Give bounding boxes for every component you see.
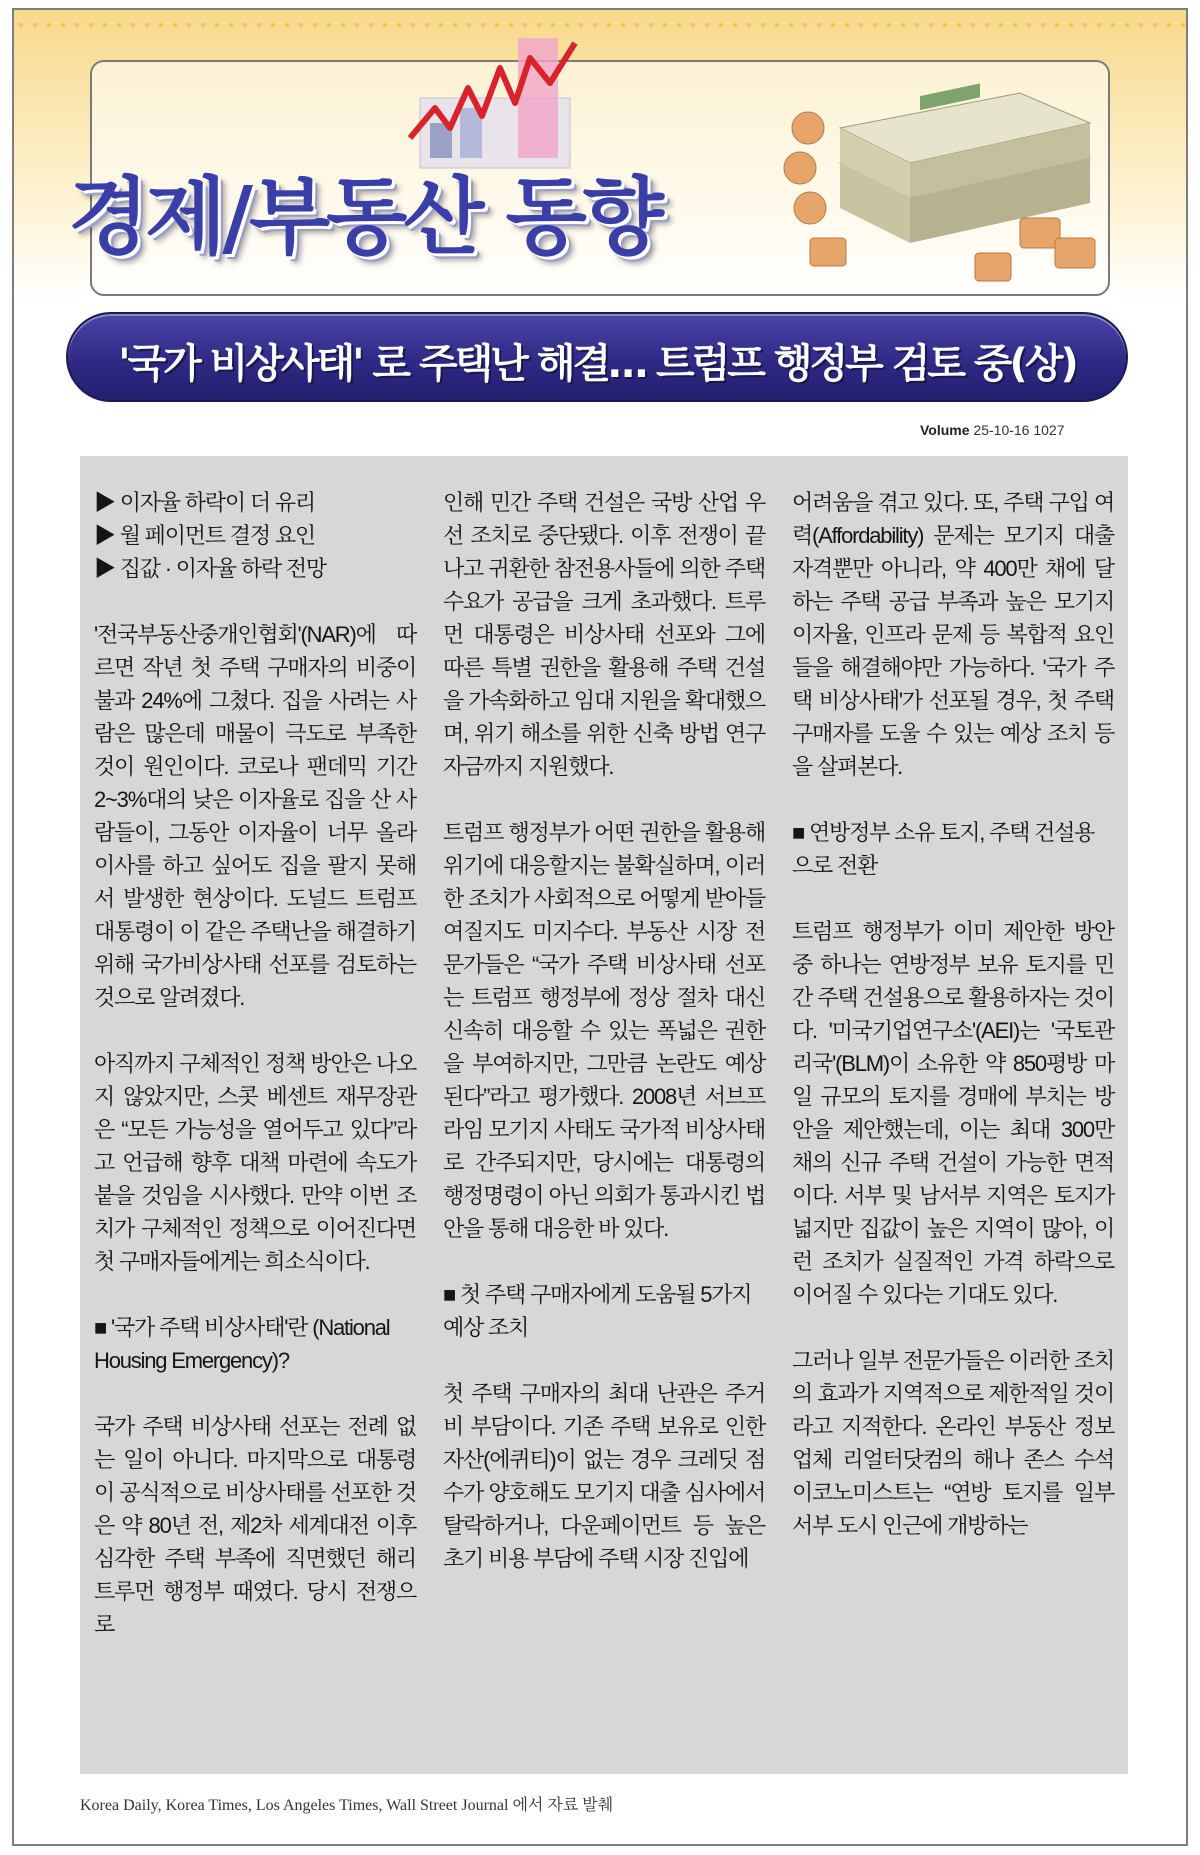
- header-dot-border: [14, 22, 1186, 28]
- paragraph: 트럼프 행정부가 이미 제안한 방안 중 하나는 연방정부 보유 토지를 민간 주택 건설용으로 활용하자는 것이다. '미국기업연구소'(AEI)는 '국토관리국'(BLM)이 소유한 약 850평방 마일 규모의 토지를 경매에 부치는 방안을 제안했는데, 이는 최대 300만 채의 신규 주택 건설이 가능한 면적이다. 서부 및 남서부 지역은 토지가 넓지만 집값이 높은 지역이 많아, 이런 조치가 실질적인 가격 하락으로 이어질 수 있다는 기대도 있다.: [792, 919, 1114, 1307]
- paragraph: 인해 민간 주택 건설은 국방 산업 우선 조치로 중단됐다. 이후 전쟁이 끝나고 귀환한 참전용사들에 의한 주택 수요가 공급을 크게 초과했다. 트루먼 대통령은 비상사태 선포와 그에 따른 특별 권한을 활용해 주택 건설을 가속화하고 임대 지원을 확대했으며, 위기 해소를 위한 신축 방법 연구 자금까지 지원했다.: [443, 490, 765, 779]
- paragraph: 어려움을 겪고 있다. 또, 주택 구입 여력(Affordability) 문제는 모기지 대출 자격뿐만 아니라, 약 400만 채에 달하는 주택 공급 부족과 높은 모기지 이자율, 인프라 문제 등 복합적 요인들을 해결해야만 가능하다. '국가 주택 비상사태'가 선포될 경우, 첫 주택 구매자를 도울 수 있는 예상 조치 등을 살펴본다.: [792, 490, 1114, 779]
- volume-label: Volume: [920, 422, 970, 438]
- bullet-item: ▶ 월 페이먼트 결정 요인: [94, 523, 315, 548]
- headline: '국가 비상사태' 로 주택난 해결… 트럼프 행정부 검토 중(상): [118, 341, 1076, 387]
- section-heading: ■ 연방정부 소유 토지, 주택 건설용으로 전환: [792, 820, 1095, 878]
- page-title: 경제/부동산 동향: [68, 168, 660, 266]
- section-heading: ■ '국가 주택 비상사태'란 (National Housing Emergency)?: [94, 1315, 390, 1373]
- article-column-2: [443, 486, 765, 1608]
- paragraph: 트럼프 행정부가 어떤 권한을 활용해 위기에 대응할지는 불확실하며, 이러한 조치가 사회적으로 어떻게 받아들여질지도 미지수다. 부동산 시장 전문가들은 “국가 주택 비상사태 선포는 트럼프 행정부에 정상 절차 대신 신속히 대응할 수 있는 폭넓은 권한을 부여하지만, 그만큼 논란도 예상된다”라고 평가했다. 2008년 서브프라임 모기지 사태도 국가적 비상사태로 간주되지만, 당시에는 대통령의 행정명령이 아닌 의회가 통과시킨 법안을 통해 대응한 바 있다.: [443, 820, 765, 1241]
- paragraph: 그러나 일부 전문가들은 이러한 조치의 효과가 지역적으로 제한적일 것이라고 지적한다. 온라인 부동산 정보 업체 리얼터닷컴의 해나 존스 수석 이코노미스트는 “연방 토지를 일부 서부 도시 인근에 개방하는: [792, 1348, 1114, 1538]
- money-stack-icon: [770, 68, 1110, 290]
- article-column-1: [94, 486, 416, 1674]
- bullet-item: ▶ 집값 · 이자율 하락 전망: [94, 556, 326, 581]
- article-column-3: [792, 486, 1114, 1575]
- paragraph: '전국부동산중개인협회'(NAR)에 따르면 작년 첫 주택 구매자의 비중이 불과 24%에 그쳤다. 집을 사려는 사람은 많은데 매물이 극도로 부족한 것이 원인이다. 코로나 팬데믹 기간 2~3%대의 낮은 이자율로 집을 산 사람들이, 그동안 이자율이 너무 올라 이사를 하고 싶어도 집을 팔지 못해서 발생한 현상이다. 도널드 트럼프 대통령이 이 같은 주택난을 해결하기 위해 국가비상사태 선포를 검토하는 것으로 알려졌다.: [94, 622, 416, 1010]
- headline-banner: [66, 312, 1128, 402]
- paragraph: 아직까지 구체적인 정책 방안은 나오지 않았지만, 스콧 베센트 재무장관은 “모든 가능성을 열어두고 있다”라고 언급해 향후 대책 마련에 속도가 붙을 것임을 시사했다. 만약 이번 조치가 구체적인 정책으로 이어진다면 첫 구매자들에게는 희소식이다.: [94, 1051, 416, 1274]
- paragraph: 국가 주택 비상사태 선포는 전례 없는 일이 아니다. 마지막으로 대통령이 공식적으로 비상사태를 선포한 것은 약 80년 전, 제2차 세계대전 이후 심각한 주택 부족에 직면했던 해리 트루먼 행정부 때였다. 당시 전쟁으로: [94, 1414, 416, 1637]
- summary-bullets: [94, 486, 416, 585]
- section-heading: ■ 첫 주택 구매자에게 도움될 5가지 예상 조치: [443, 1282, 752, 1340]
- volume-info: [920, 422, 1065, 438]
- article-body: [80, 456, 1128, 1774]
- volume-number: 25-10-16 1027: [973, 422, 1065, 438]
- paragraph: 첫 주택 구매자의 최대 난관은 주거비 부담이다. 기존 주택 보유로 인한 자산(에퀴티)이 없는 경우 크레딧 점수가 양호해도 모기지 대출 심사에서 탈락하거나, 다운페이먼트 등 높은 초기 비용 부담에 주택 시장 진입에: [443, 1381, 765, 1571]
- bullet-item: ▶ 이자율 하락이 더 유리: [94, 490, 315, 515]
- source-credit: Korea Daily, Korea Times, Los Angeles Times, Wall Street Journal 에서 자료 발췌: [80, 1797, 614, 1814]
